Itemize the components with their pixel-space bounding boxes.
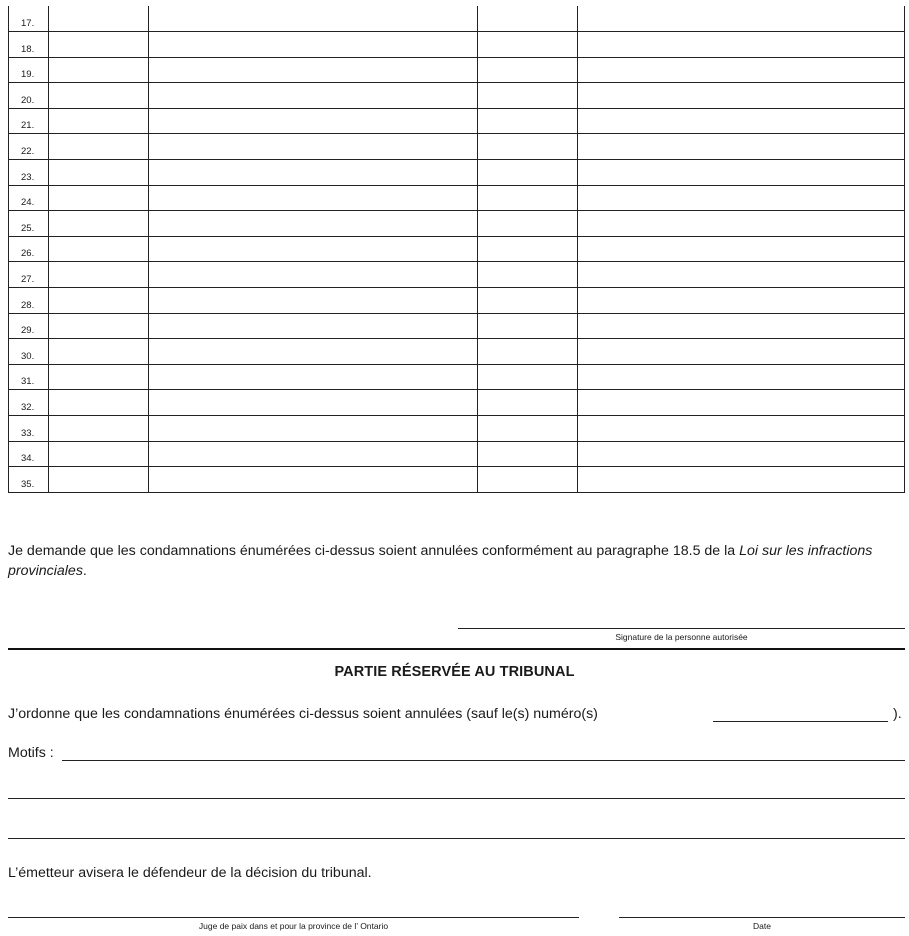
motifs-label: Motifs : (8, 745, 54, 761)
table-cell[interactable] (149, 262, 478, 288)
row-number: 35. (9, 467, 49, 493)
table-cell[interactable] (49, 390, 149, 416)
table-cell[interactable] (578, 416, 905, 442)
table-cell[interactable] (49, 339, 149, 365)
row-number: 23. (9, 160, 49, 186)
table-cell[interactable] (478, 364, 578, 390)
table-cell[interactable] (578, 211, 905, 237)
table-cell[interactable] (49, 288, 149, 314)
table-cell[interactable] (478, 57, 578, 83)
conviction-table (8, 6, 905, 493)
table-row (9, 134, 905, 160)
table-cell[interactable] (49, 467, 149, 493)
table-row (9, 364, 905, 390)
table-cell[interactable] (149, 313, 478, 339)
row-number: 22. (9, 134, 49, 160)
table-row (9, 467, 905, 493)
table-cell[interactable] (478, 313, 578, 339)
table-cell[interactable] (149, 441, 478, 467)
order-text: J’ordonne que les condamnations énumérées ci-dessus soient annulées (sauf le(s) numéro(s) (8, 706, 598, 722)
table-cell[interactable] (49, 83, 149, 109)
table-row (9, 83, 905, 109)
table-row (9, 160, 905, 186)
row-number: 34. (9, 441, 49, 467)
table-cell[interactable] (49, 57, 149, 83)
table-cell[interactable] (149, 467, 478, 493)
row-number: 30. (9, 339, 49, 365)
date-line[interactable] (619, 917, 905, 918)
table-cell[interactable] (49, 160, 149, 186)
table-cell[interactable] (578, 441, 905, 467)
table-cell[interactable] (149, 57, 478, 83)
table-cell[interactable] (578, 134, 905, 160)
row-number: 21. (9, 108, 49, 134)
table-cell[interactable] (149, 6, 478, 32)
table-row (9, 57, 905, 83)
signature-caption: Signature de la personne autorisée (615, 632, 748, 642)
row-number: 32. (9, 390, 49, 416)
table-cell[interactable] (478, 83, 578, 109)
table-cell[interactable] (478, 211, 578, 237)
judge-caption: Juge de paix dans et pour la province de l’ Ontario (198, 921, 389, 931)
table-cell[interactable] (478, 32, 578, 58)
table-row (9, 416, 905, 442)
table-row (9, 313, 905, 339)
table-cell[interactable] (149, 364, 478, 390)
table-row (9, 32, 905, 58)
row-number: 24. (9, 185, 49, 211)
judge-signature-line[interactable] (8, 917, 579, 918)
signature-line[interactable] (458, 628, 905, 629)
table-cell[interactable] (578, 83, 905, 109)
conviction-table-wrapper (8, 6, 905, 493)
table-cell[interactable] (578, 57, 905, 83)
table-cell[interactable] (578, 288, 905, 314)
table-cell[interactable] (478, 467, 578, 493)
request-statement (8, 541, 903, 581)
section-divider (8, 648, 905, 650)
table-cell[interactable] (149, 416, 478, 442)
row-number: 28. (9, 288, 49, 314)
table-cell[interactable] (149, 288, 478, 314)
table-row (9, 441, 905, 467)
table-cell[interactable] (478, 236, 578, 262)
table-cell[interactable] (578, 236, 905, 262)
table-cell[interactable] (578, 6, 905, 32)
table-cell[interactable] (149, 134, 478, 160)
table-cell[interactable] (578, 339, 905, 365)
table-cell[interactable] (49, 6, 149, 32)
table-cell[interactable] (478, 185, 578, 211)
row-number: 26. (9, 236, 49, 262)
motifs-line-2[interactable] (8, 798, 905, 799)
table-cell[interactable] (149, 83, 478, 109)
table-cell[interactable] (49, 313, 149, 339)
table-row (9, 288, 905, 314)
row-number: 27. (9, 262, 49, 288)
table-row (9, 108, 905, 134)
table-cell[interactable] (478, 6, 578, 32)
row-number: 33. (9, 416, 49, 442)
table-row (9, 6, 905, 32)
order-close: ). (893, 706, 902, 722)
date-caption: Date (753, 921, 771, 931)
notice-text: L’émetteur avisera le défendeur de la décision du tribunal. (8, 865, 372, 881)
table-cell[interactable] (49, 108, 149, 134)
table-cell[interactable] (478, 441, 578, 467)
motifs-line-1[interactable] (62, 760, 905, 761)
table-cell[interactable] (478, 416, 578, 442)
table-row (9, 339, 905, 365)
table-cell[interactable] (149, 211, 478, 237)
table-cell[interactable] (149, 32, 478, 58)
table-cell[interactable] (478, 288, 578, 314)
table-cell[interactable] (578, 313, 905, 339)
table-cell[interactable] (149, 185, 478, 211)
table-cell[interactable] (49, 211, 149, 237)
table-cell[interactable] (578, 390, 905, 416)
table-cell[interactable] (49, 441, 149, 467)
table-cell[interactable] (578, 160, 905, 186)
table-cell[interactable] (478, 160, 578, 186)
table-cell[interactable] (578, 262, 905, 288)
row-number: 17. (9, 6, 49, 32)
excluded-numbers-field[interactable] (713, 721, 888, 722)
row-number: 29. (9, 313, 49, 339)
request-text-end: . (82, 563, 87, 579)
table-cell[interactable] (578, 32, 905, 58)
table-cell[interactable] (49, 364, 149, 390)
motifs-line-3[interactable] (8, 838, 905, 839)
table-row (9, 211, 905, 237)
row-number: 18. (9, 32, 49, 58)
table-cell[interactable] (478, 339, 578, 365)
row-number: 31. (9, 364, 49, 390)
table-cell[interactable] (578, 108, 905, 134)
table-cell[interactable] (149, 236, 478, 262)
table-row (9, 185, 905, 211)
law-name: Loi sur les infractions provinciales (8, 543, 873, 579)
table-cell[interactable] (149, 108, 478, 134)
table-cell[interactable] (49, 32, 149, 58)
table-cell[interactable] (49, 262, 149, 288)
table-cell[interactable] (478, 108, 578, 134)
table-cell[interactable] (49, 236, 149, 262)
table-cell[interactable] (149, 390, 478, 416)
row-number: 19. (9, 57, 49, 83)
table-cell[interactable] (478, 390, 578, 416)
table-row (9, 262, 905, 288)
table-cell[interactable] (49, 134, 149, 160)
table-cell[interactable] (578, 467, 905, 493)
table-cell[interactable] (149, 160, 478, 186)
row-number: 20. (9, 83, 49, 109)
table-cell[interactable] (478, 262, 578, 288)
request-text: Je demande que les condamnations énumérées ci-dessus soient annulées conformément au paragraphe 18.5 de la (8, 543, 740, 559)
table-cell[interactable] (149, 339, 478, 365)
table-row (9, 390, 905, 416)
row-number: 25. (9, 211, 49, 237)
court-section-title: PARTIE RÉSERVÉE AU TRIBUNAL (334, 664, 575, 680)
table-cell[interactable] (49, 185, 149, 211)
table-cell[interactable] (478, 134, 578, 160)
table-cell[interactable] (578, 185, 905, 211)
table-row (9, 236, 905, 262)
table-cell[interactable] (578, 364, 905, 390)
table-cell[interactable] (49, 416, 149, 442)
